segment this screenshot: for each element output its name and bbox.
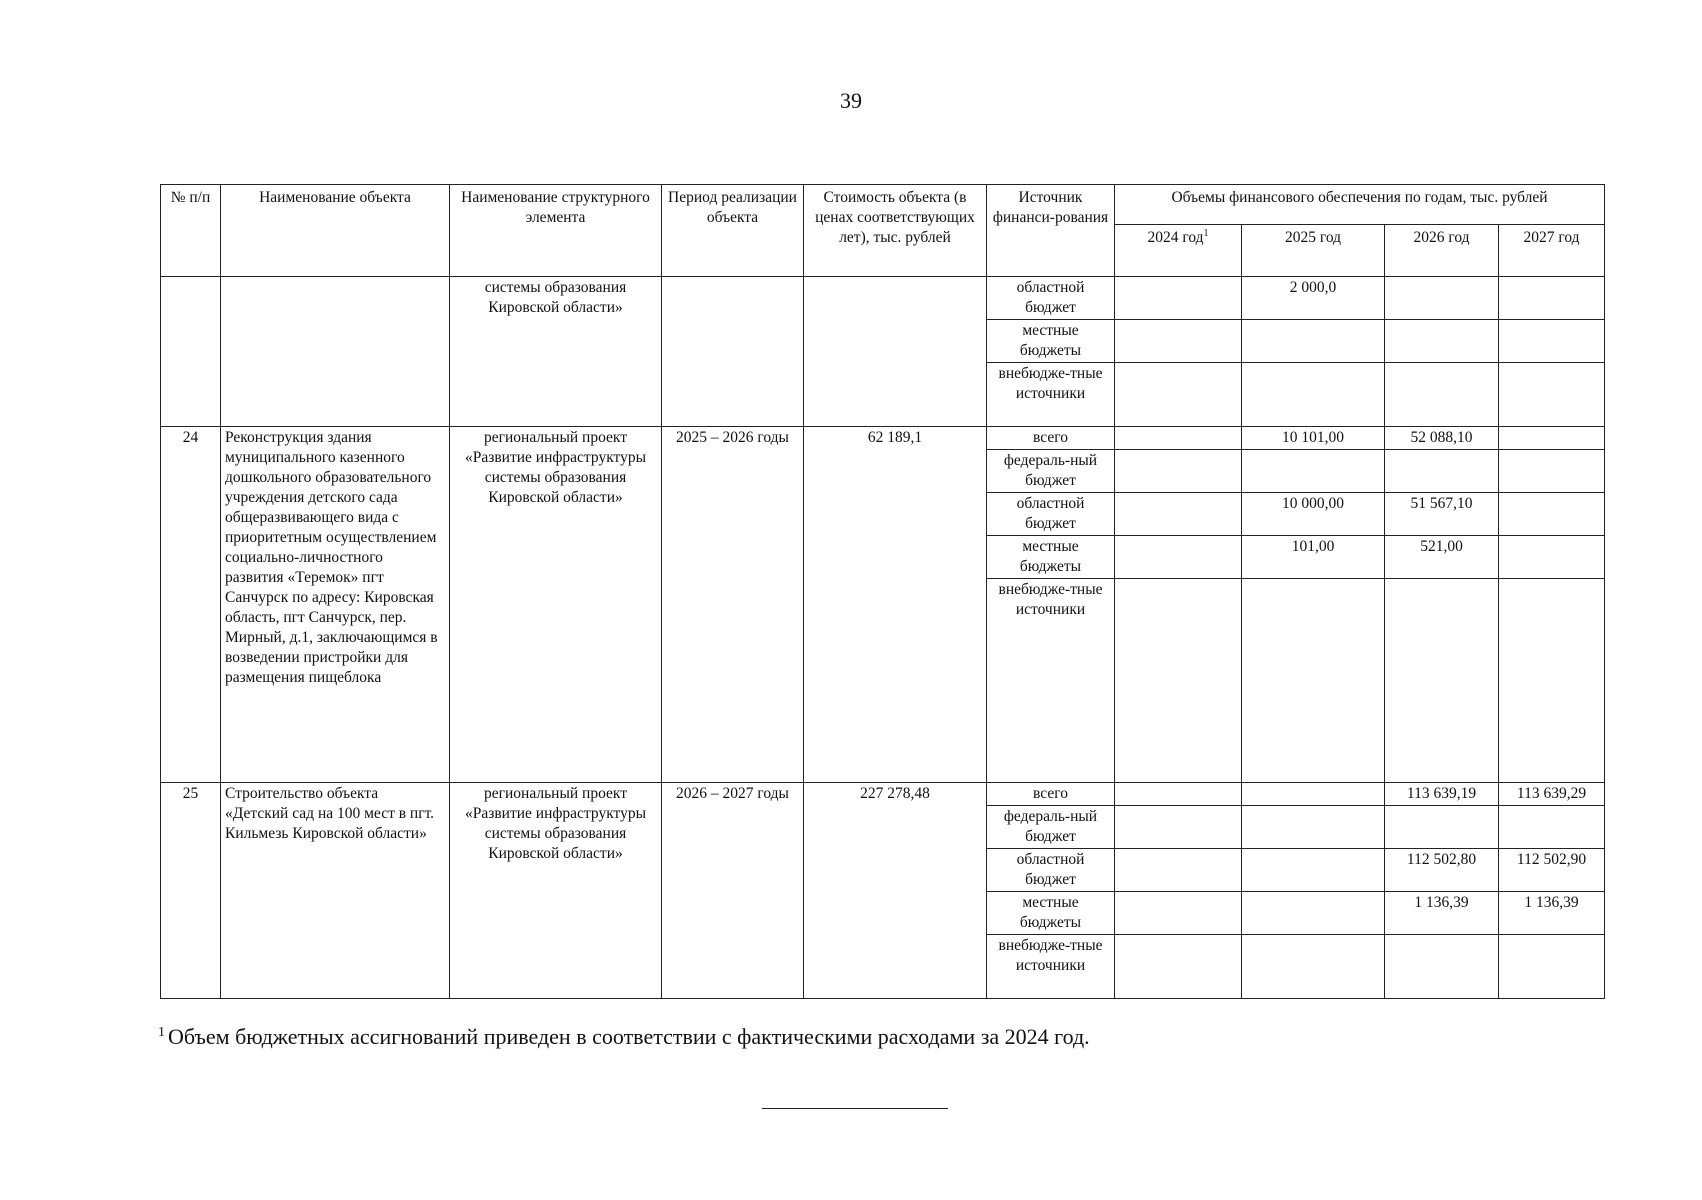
value-cell [1499,806,1605,849]
source-federal: федераль-ный бюджет [987,450,1115,493]
value-cell [1499,363,1605,427]
value-cell: 2 000,0 [1242,277,1385,320]
value-cell [1499,935,1605,999]
value-cell [1499,277,1605,320]
header-year-2024: 2024 год$^1$ [1115,225,1242,277]
value-cell: 1 136,39 [1499,892,1605,935]
value-cell [1385,277,1499,320]
footnote [158,1024,1090,1050]
value-cell [1499,579,1605,783]
value-cell: 10 000,00 [1242,493,1385,536]
value-cell: 51 567,10 [1385,493,1499,536]
value-cell [1499,536,1605,579]
value-cell [1242,363,1385,427]
row-period: 2026 – 2027 годы [662,783,804,999]
value-cell [1385,363,1499,427]
value-cell [1115,363,1242,427]
source-regional: областной бюджет [987,493,1115,536]
value-cell: 112 502,90 [1499,849,1605,892]
value-cell [1499,493,1605,536]
value-cell [1385,935,1499,999]
value-cell [1242,450,1385,493]
value-cell [1385,320,1499,363]
cont-cost-cell [804,277,987,427]
source-total: всего [987,783,1115,806]
source-local: местные бюджеты [987,320,1115,363]
row-object: Строительство объекта «Детский сад на 100 мест в пгт. Кильмезь Кировской области» [221,783,450,999]
value-cell [1115,783,1242,806]
value-cell [1115,536,1242,579]
header-period: Период реализации объекта [662,185,804,277]
source-total: всего [987,427,1115,450]
cont-element-cell: системы образования Кировской области» [450,277,662,427]
value-cell [1115,427,1242,450]
header-num: № п/п [161,185,221,277]
footnote-mark: 1 [158,1024,165,1040]
value-cell [1499,450,1605,493]
header-volumes: Объемы финансового обеспечения по годам, тыс. рублей [1115,185,1605,225]
value-cell [1115,806,1242,849]
table-row [161,427,1605,450]
cont-num-cell [161,277,221,427]
source-regional: областной бюджет [987,277,1115,320]
row-num: 25 [161,783,221,999]
row-period: 2025 – 2026 годы [662,427,804,783]
value-cell [1385,806,1499,849]
value-cell: 10 101,00 [1242,427,1385,450]
value-cell [1115,277,1242,320]
source-federal: федераль-ный бюджет [987,806,1115,849]
value-cell [1115,320,1242,363]
value-cell [1242,579,1385,783]
value-cell: 101,00 [1242,536,1385,579]
header-object: Наименование объекта [221,185,450,277]
value-cell: 113 639,19 [1385,783,1499,806]
value-cell: 113 639,29 [1499,783,1605,806]
table-row [161,783,1605,806]
row-cost: 227 278,48 [804,783,987,999]
value-cell [1115,450,1242,493]
table-header [161,185,1605,277]
source-local: местные бюджеты [987,536,1115,579]
value-cell [1115,935,1242,999]
value-cell: 112 502,80 [1385,849,1499,892]
row-element: региональный проект «Развитие инфраструктуры системы образования Кировской области» [450,427,662,783]
header-year-2027: 2027 год [1499,225,1605,277]
table-row [161,277,1605,320]
source-extra: внебюдже-тные источники [987,363,1115,427]
value-cell [1242,783,1385,806]
value-cell [1242,892,1385,935]
header-year-2025: 2025 год [1242,225,1385,277]
value-cell: 52 088,10 [1385,427,1499,450]
value-cell: 1 136,39 [1385,892,1499,935]
footnote-text: Объем бюджетных ассигнований приведен в соответствии с фактическими расходами за 2024 год. [168,1024,1090,1049]
value-cell [1115,579,1242,783]
header-year-2026: 2026 год [1385,225,1499,277]
value-cell [1115,849,1242,892]
source-local: местные бюджеты [987,892,1115,935]
row-object: Реконструкция здания муниципального казенного дошкольного образовательного учреждения детского сада общеразвивающего вида с приоритетным осуществлением социально-личностного развития «Теремок» пгт Санчурск по адресу: Кировская область, пгт Санчурск, пер. Мирный, д.1, заключающимся в возведении пристройки для размещения пищеблока [221,427,450,783]
value-cell: 521,00 [1385,536,1499,579]
value-cell [1499,320,1605,363]
value-cell [1115,493,1242,536]
row-cost: 62 189,1 [804,427,987,783]
value-cell [1242,935,1385,999]
source-regional: областной бюджет [987,849,1115,892]
value-cell [1115,892,1242,935]
value-cell [1385,579,1499,783]
value-cell [1242,806,1385,849]
cont-period-cell [662,277,804,427]
cont-object-cell [221,277,450,427]
value-cell [1499,427,1605,450]
header-source: Источник финанси-рования [987,185,1115,277]
page-number: 39 [840,88,862,113]
source-extra: внебюдже-тные источники [987,935,1115,999]
separator-line [762,1108,948,1109]
header-cost: Стоимость объекта (в ценах соответствующих лет), тыс. рублей [804,185,987,277]
financing-table [160,184,1605,999]
row-num: 24 [161,427,221,783]
source-extra: внебюдже-тные источники [987,579,1115,783]
value-cell [1242,320,1385,363]
footnote-ref: 1 [1203,227,1209,239]
value-cell [1385,450,1499,493]
row-element: региональный проект «Развитие инфраструктуры системы образования Кировской области» [450,783,662,999]
value-cell [1242,849,1385,892]
header-element: Наименование структурного элемента [450,185,662,277]
